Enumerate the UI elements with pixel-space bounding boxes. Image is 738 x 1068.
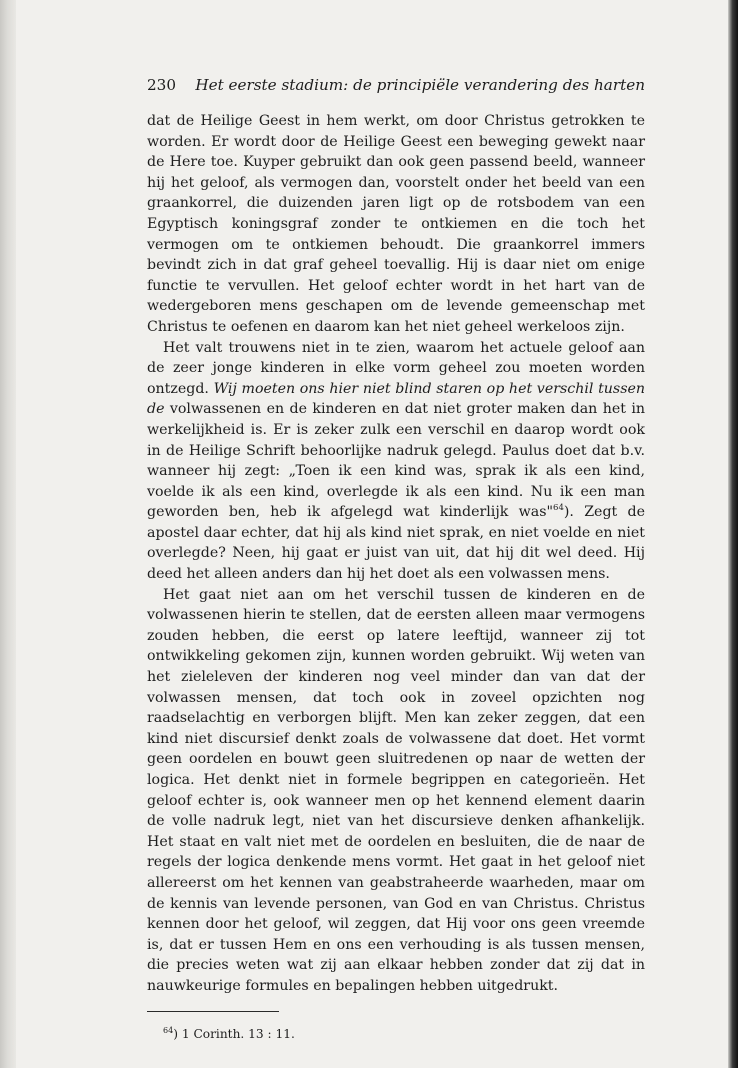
footnote-64 (163, 1026, 645, 1042)
running-header (147, 76, 645, 100)
body-text (147, 111, 645, 997)
page-number: 230 (147, 76, 176, 94)
footnote-marker: 64 (163, 1025, 174, 1035)
paragraph-2-text-b: volwassenen en de kinderen en dat niet groter maken dan het in werkelijkheid is. Er is zeker zulk een verschil en daarop wordt ook in de Heilige Schrift behoorlijke nadruk gelegd. Paulus doet dat b.v. wanneer hij zegt: „Toen ik een kind was, sprak ik als een kind, voelde ik als een kind, overlegde ik als een kind. Nu ik een man geworden ben, heb ik afgelegd wat kinderlijk was" (147, 401, 645, 521)
paragraph-3: Het gaat niet aan om het verschil tussen de kinderen en de volwassenen hierin te stellen, dat de eersten alleen maar vermogens zouden hebben, die eerst op latere leeftijd, wanneer zij tot ontwikkeling gekomen zijn, kunnen worden gebruikt. Wij weten van het zieleleven der kinderen nog veel minder dan van dat der volwassen mensen, dat toch ook in zoveel opzichten nog raadselachtig en verborgen blijft. Men kan zeker zeggen, dat een kind niet discursief denkt zoals de volwassene dat doet. Het vormt geen oordelen en bouwt geen sluitredenen op naar de wetten der logica. Het denkt niet in formele begrippen en categorieën. Het geloof echter is, ook wanneer men op het kennend element daarin de volle nadruk legt, niet van het discursieve denken afhankelijk. Het staat en valt niet met de oordelen en besluiten, die de naar de regels der logica denkende mens vormt. Het gaat in het geloof niet allereerst om het kennen van geabstraheerde waarheden, maar om de kennis van levende personen, van God en van Christus. Christus kennen door het geloof, wil zeggen, dat Hij voor ons geen vreemde is, dat er tussen Hem en ons een verhouding is als tussen mensen, die precies weten wat zij aan elkaar hebben zonder dat zij dat in nauwkeurige formules en bepalingen hebben uitgedrukt. (147, 586, 645, 994)
page-right-edge-shadow (728, 0, 738, 1068)
paragraph-2 (147, 338, 645, 585)
paragraph-2-text-a: Het valt trouwens niet in te zien, waarom het actuele geloof aan de zeer jonge kinderen in elke vorm geheel zou moeten worden ontzegd. (147, 339, 645, 397)
page-content (147, 76, 645, 1042)
running-title: Het eerste stadium: de principiële verandering des harten (195, 76, 645, 94)
paragraph-1: dat de Heilige Geest in hem werkt, om door Christus getrokken te worden. Er wordt door de Heilige Geest een beweging gewekt naar de Here toe. Kuyper gebruikt dan ook geen passend beeld, wanneer hij het geloof, als vermogen dan, voorstelt onder het beeld van een graankorrel, die duizenden jaren ligt op de rotsbodem van een Egyptisch koningsgraf zonder te ontkiemen en die toch het vermogen om te ontkiemen behoudt. Die graankorrel immers bevindt zich in dat graf geheel toevallig. Hij is daar niet om enige functie te vervullen. Het geloof echter wordt in het hart van de wedergeboren mens geschapen om de levende gemeenschap met Christus te oefenen en daarom kan het niet geheel werkeloos zijn. (147, 113, 645, 335)
footnote-divider (147, 1011, 279, 1012)
footnote-reference-64[interactable]: 64 (553, 503, 564, 514)
footnote-text: ) 1 Corinth. 13 : 11. (173, 1026, 295, 1041)
page-left-edge-shadow (0, 0, 16, 1068)
paragraph-2-text-c: ). Zegt de apostel daar echter, dat hij als kind niet sprak, en niet voelde en niet overlegde? Neen, hij gaat er juist van uit, dat hij dit wel deed. Hij deed het alleen anders dan hij het doet als een volwassen mens. (147, 504, 645, 583)
paragraph-2-italic: Wij moeten ons hier niet blind staren op het verschil tussen de (147, 380, 646, 418)
